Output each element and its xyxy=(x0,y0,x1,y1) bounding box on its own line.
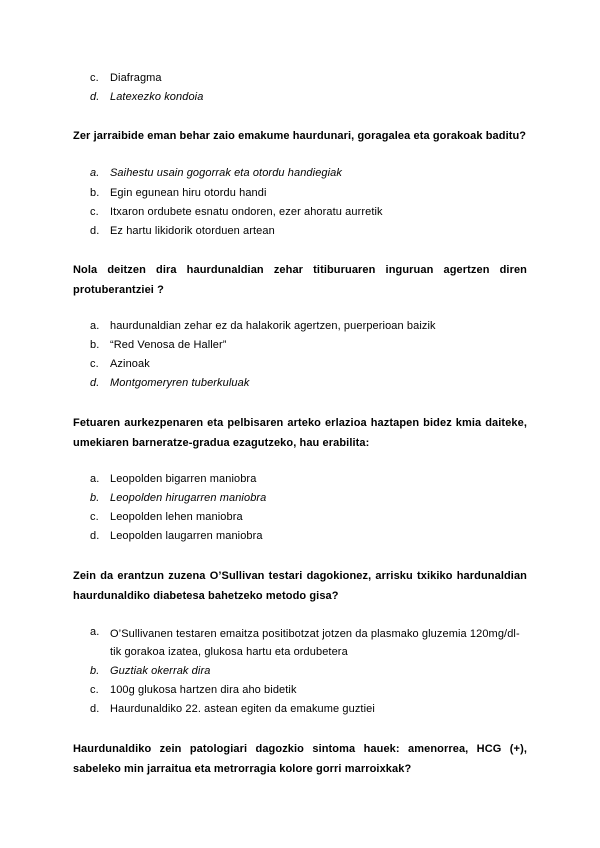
option-text: Diafragma xyxy=(110,72,162,84)
question-5: Haurdunaldiko zein patologiari dagozkio sintoma hauek: amenorrea, HCG (+), sabeleko min jarraitua eta metrorragia kolore gorri marroixkak? xyxy=(73,743,527,775)
option-letter: b. xyxy=(90,339,100,351)
option-letter: c. xyxy=(90,511,99,523)
option-text: 100g glukosa hartzen dira aho bidetik xyxy=(110,684,297,696)
option-text: Montgomeryren tuberkuluak xyxy=(110,377,250,389)
option-text: Leopolden bigarren maniobra xyxy=(110,473,257,485)
option-letter: b. xyxy=(90,665,100,677)
option-letter: d. xyxy=(90,530,100,542)
option-letter: a. xyxy=(90,167,100,179)
question-3: Fetuaren aurkezpenaren eta pelbisaren arteko erlazioa haztapen bidez kmia daiteke, umekiaren barneratze-gradua ezagutzeko, hau erabilita: xyxy=(73,417,527,449)
question-2: Nola deitzen dira haurdunaldian zehar titiburuaren inguruan agertzen diren protuberantziei ? xyxy=(73,264,527,296)
option-letter: d. xyxy=(90,91,100,103)
option-letter: d. xyxy=(90,225,100,237)
option-letter: a. xyxy=(90,626,100,638)
question-1: Zer jarraibide eman behar zaio emakume haurdunari, goragalea eta gorakoak baditu? xyxy=(73,130,527,142)
question-4: Zein da erantzun zuzena O’Sullivan testari dagokionez, arrisku txikiko hardunaldian haurdunaldiko diabetesa bahetzeko metodo gisa? xyxy=(73,570,527,602)
option-text: Leopolden lehen maniobra xyxy=(110,511,243,523)
option-letter: d. xyxy=(90,703,100,715)
option-text: Leopolden hirugarren maniobra xyxy=(110,492,267,504)
option-letter: c. xyxy=(90,358,99,370)
option-text: Leopolden laugarren maniobra xyxy=(110,530,263,542)
option-letter: a. xyxy=(90,320,100,332)
option-letter: b. xyxy=(90,187,100,199)
option-text: Guztiak okerrak dira xyxy=(110,665,211,677)
option-text: Azinoak xyxy=(110,358,150,370)
option-text: Ez hartu likidorik otorduen artean xyxy=(110,225,275,237)
option-letter: a. xyxy=(90,473,100,485)
option-letter: b. xyxy=(90,492,100,504)
option-text: “Red Venosa de Haller” xyxy=(110,339,227,351)
option-text: O’Sullivanen testaren emaitza positibotzat jotzen da plasmako gluzemia 120mg/dl-tik gorakoa izatea, glukosa hartu eta ordubetera xyxy=(110,628,520,658)
option-text: Saihestu usain gogorrak eta otordu handiegiak xyxy=(110,167,342,179)
option-letter: c. xyxy=(90,72,99,84)
option-text: haurdunaldian zehar ez da halakorik agertzen, puerperioan baizik xyxy=(110,320,436,332)
option-text: Latexezko kondoia xyxy=(110,91,204,103)
option-text: Haurdunaldiko 22. astean egiten da emakume guztiei xyxy=(110,703,375,715)
option-text: Itxaron ordubete esnatu ondoren, ezer ahoratu aurretik xyxy=(110,206,383,218)
option-letter: c. xyxy=(90,684,99,696)
option-letter: c. xyxy=(90,206,99,218)
option-letter: d. xyxy=(90,377,100,389)
option-text: Egin egunean hiru otordu handi xyxy=(110,187,267,199)
